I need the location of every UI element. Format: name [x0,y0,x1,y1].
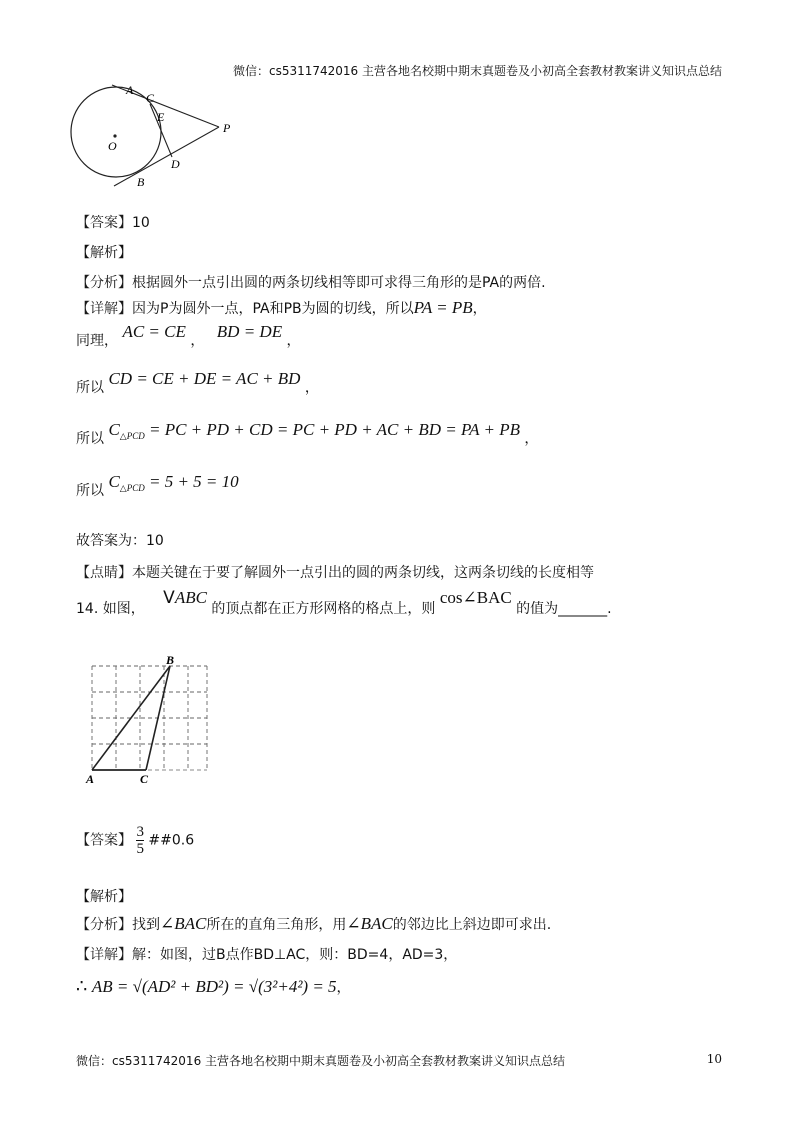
q14-stem: 14. 如图， VABC 的顶点都在正方形网格的格点上，则 cos∠BAC 的值为_______. [76,588,612,617]
grid-triangle-figure [82,652,212,790]
label-O: O [108,139,117,153]
q13-dianjing: 【点睛】本题关键在于要了解圆外一点引出的圆的两条切线，这两条切线的长度相等 [76,565,594,581]
label-A: A [86,772,95,786]
q14-answer: 【答案】 $\frac{3}{5}$ ##0.6 [76,824,195,857]
label-C: C [140,772,149,786]
q13-detail: 【详解】因为P为圆外一点，PA和PB为圆的切线，所以PA = PB， [76,298,487,317]
q13-suoyi3: 所以 $C_{\triangle PCD} = 5 + 5 = 10$ [76,472,239,499]
answer-fraction: $\frac{3}{5}$ [136,824,144,857]
q13-fenxi: 【分析】根据圆外一点引出圆的两条切线相等即可求得三角形的是PA的两倍. [76,275,546,291]
q14-final: ∴ AB = √(AD² + BD²) = √(3²+4²) = 5， [76,976,351,997]
circle-tangent-figure [64,80,244,195]
q14-fenxi: 【分析】找到∠BAC所在的直角三角形，用∠BAC的邻边比上斜边即可求出. [76,914,552,933]
label-P: P [223,121,231,135]
page-footer: 微信：cs5311742016 主营各地名校期中期末真题卷及小初高全套教材教案讲义知识点总结 [76,1054,566,1068]
q13-answer: 【答案】10 [76,215,150,231]
label-C: C [146,91,155,105]
q14-analysis-tag: 【解析】 [76,889,132,905]
page-header: 微信：cs5311742016 主营各地名校期中期末真题卷及小初高全套教材教案讲义知识点总结 [232,64,722,78]
q14-detail: 【详解】解：如图，过B点作BD⊥AC，则：BD=4，AD=3， [76,947,458,963]
q13-tongli: 同理， AC = CE ， BD = DE ， [76,322,301,349]
q13-suoyi2: 所以 $C_{\triangle PCD}$ = PC + PD + CD = PC + PD + AC + BD = PA + PB ， [76,420,539,447]
page-number: 10 [706,1052,722,1066]
q13-suoyi1: 所以 CD = CE + DE = AC + BD ， [76,369,319,396]
label-A: A [126,83,134,97]
label-E: E [157,110,165,124]
label-B: B [137,175,145,189]
label-B: B [166,653,175,667]
q13-conclusion: 故答案为：10 [76,533,164,549]
q13-analysis-tag: 【解析】 [76,245,132,261]
label-D: D [171,157,180,171]
